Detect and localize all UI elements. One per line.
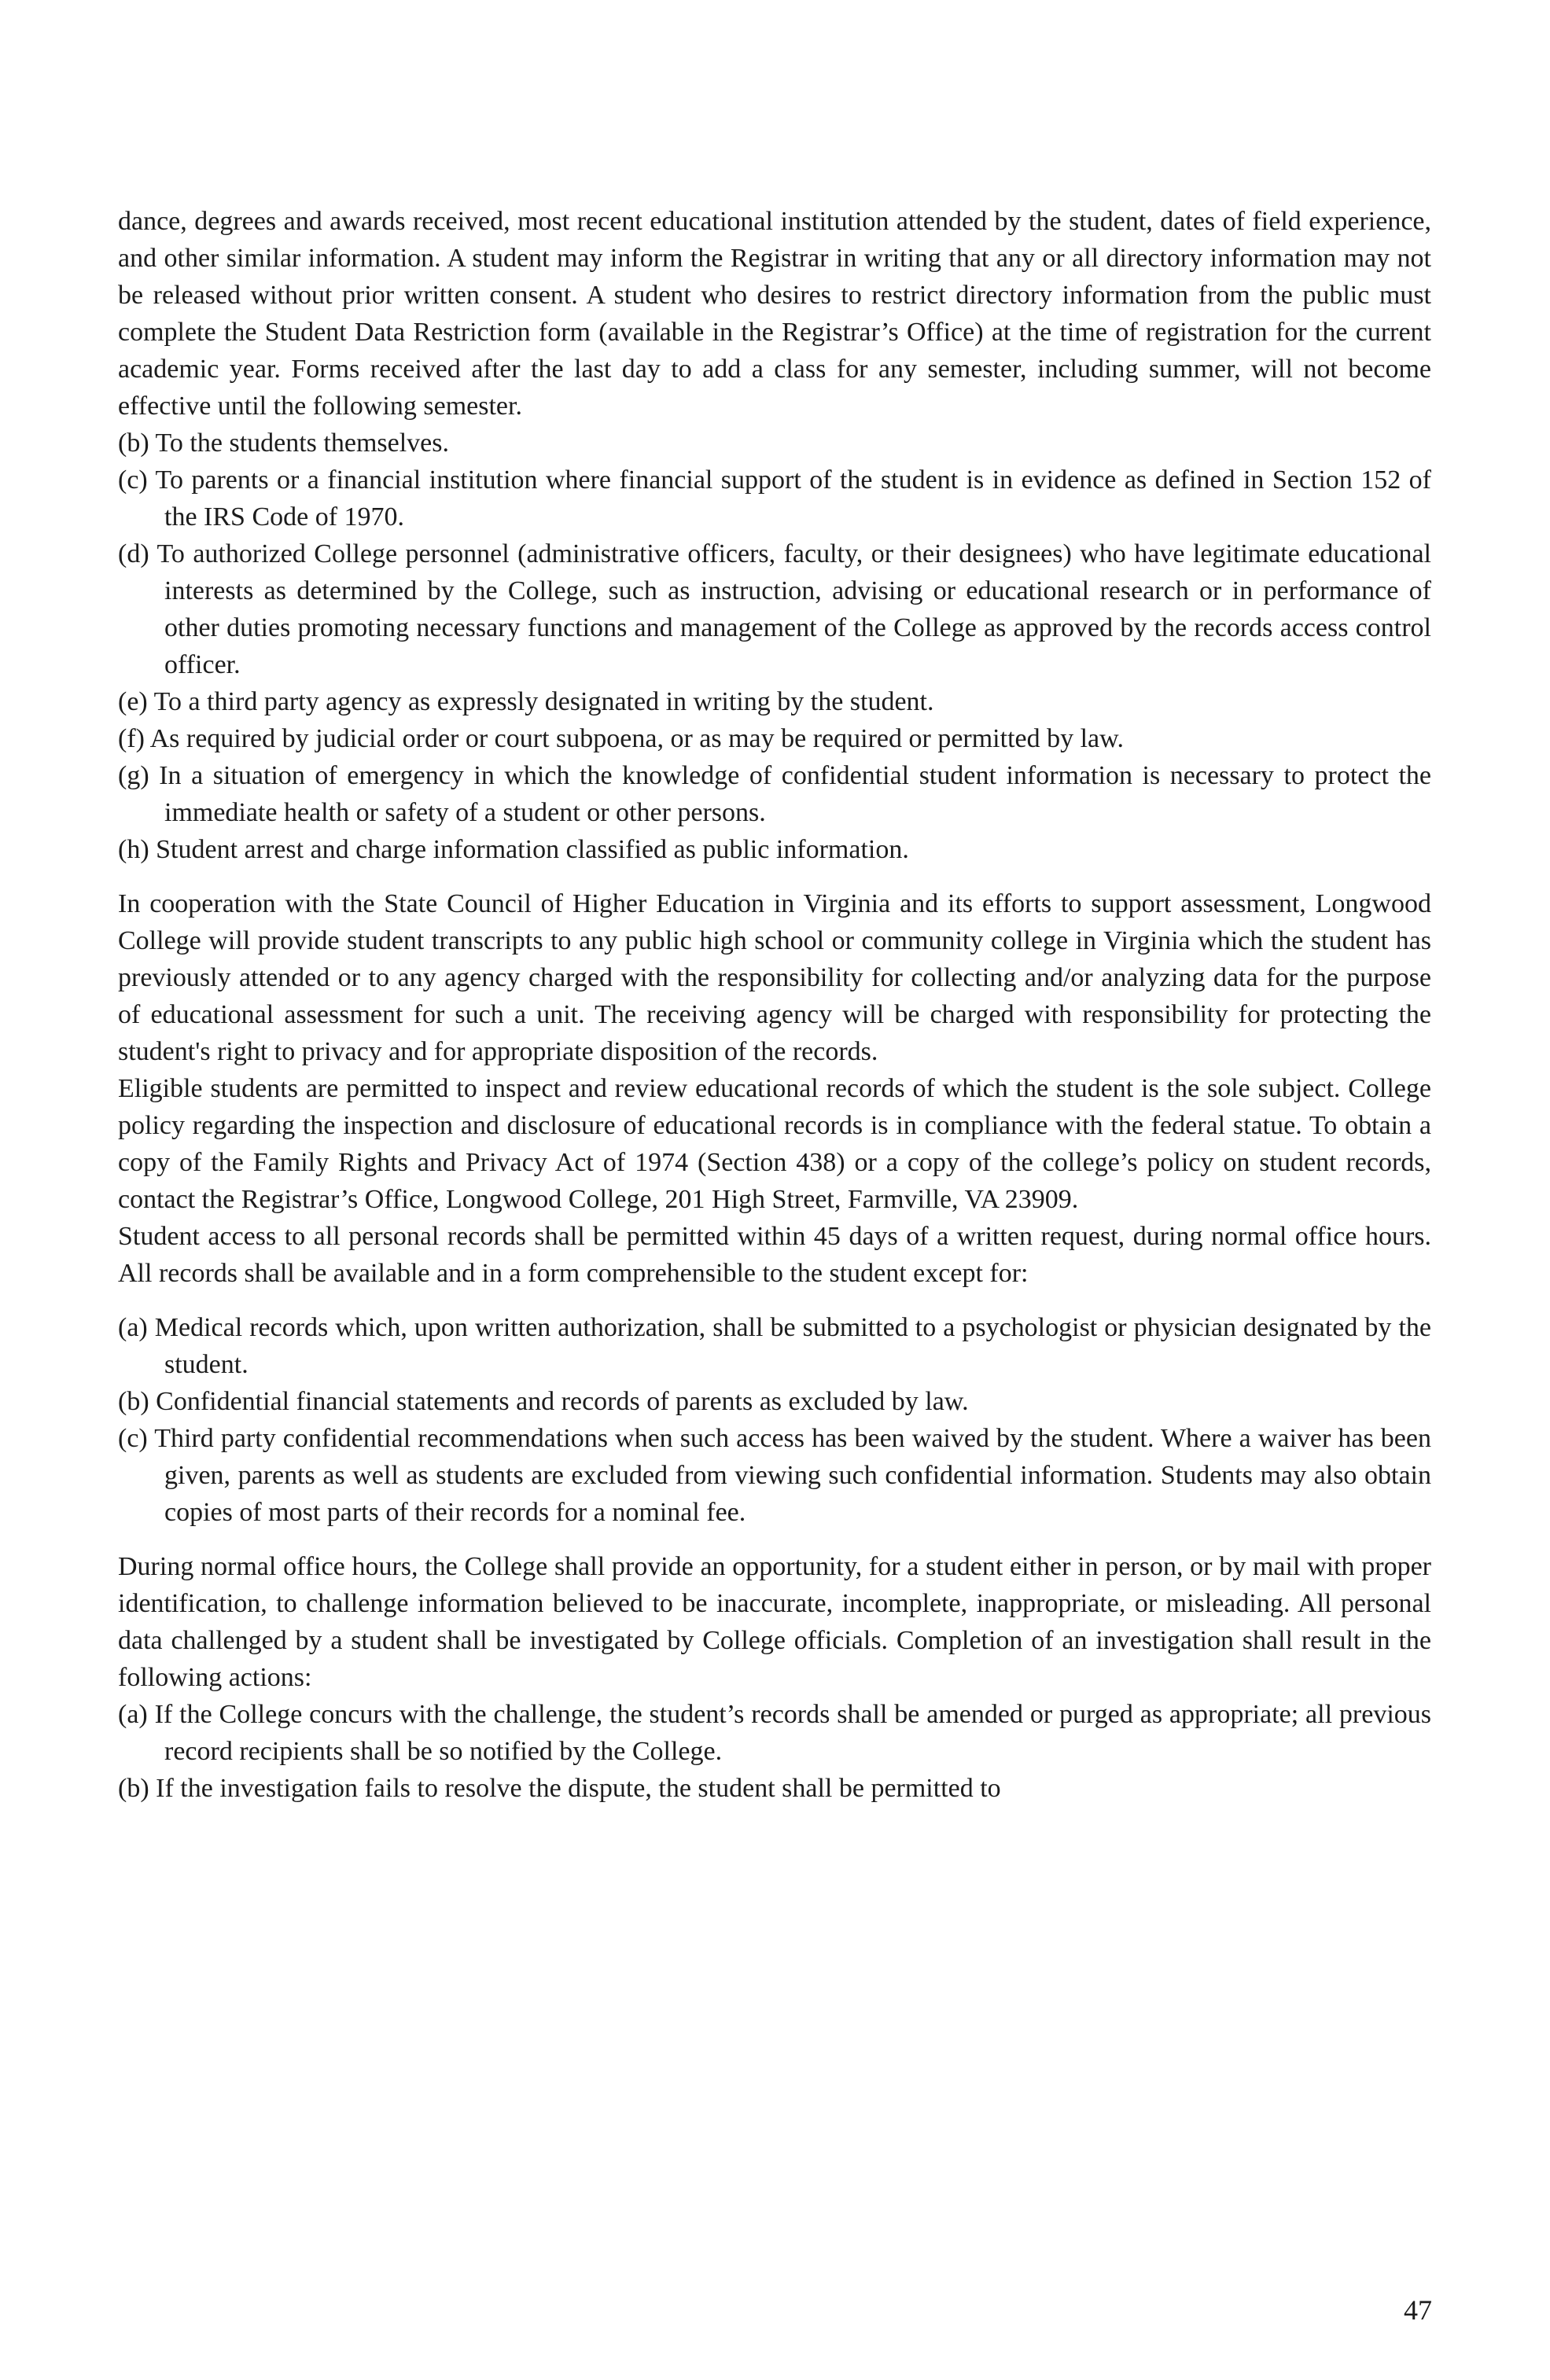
exception-list xyxy=(118,1309,1431,1531)
action-list xyxy=(118,1696,1431,1807)
list-item: (f) As required by judicial order or court subpoena, or as may be required or permitted by law. xyxy=(118,724,1124,753)
page-number: 47 xyxy=(1404,2294,1432,2326)
access-paragraph: Student access to all personal records shall be permitted within 45 days of a written request, during normal office hours. All records shall be available and in a form comprehensible to the student except for: xyxy=(118,1222,1431,1288)
list-item: (b) To the students themselves. xyxy=(118,429,449,458)
list-item: (h) Student arrest and charge information classified as public information. xyxy=(118,835,909,864)
inspection-paragraph: Eligible students are permitted to inspect and review educational records of which the student is the sole subject. College policy regarding the inspection and disclosure of educational records is in compliance with the federal statue. To obtain a copy of the Family Rights and Privacy Act of 1974 (Section 438) or a copy of the college’s policy on student records, contact the Registrar’s Office, Longwood College, 201 High Street, Farmville, VA 23909. xyxy=(118,1074,1431,1214)
intro-paragraph: dance, degrees and awards received, most recent educational institution attended by the student, dates of field experience, and other similar information. A student may inform the Registrar in writing that any or all directory information may not be released without prior written consent. A student who desires to restrict directory information from the public must complete the Student Data Restriction form (available in the Registrar’s Office) at the time of registration for the current academic year. Forms received after the last day to add a class for any semester, including summer, will not become effective until the following semester. xyxy=(118,207,1431,421)
disclosure-list xyxy=(118,425,1431,868)
assessment-paragraph: In cooperation with the State Council of Higher Education in Virginia and its efforts to support assessment, Longwood College will provide student transcripts to any public high school or community college in Virginia which the student has previously attended or to any agency charged with the responsibility for collecting and/or analyzing data for the purpose of educational assessment for such a unit. The receiving agency will be charged with responsibility for protecting the student's right to privacy and for appropriate disposition of the records. xyxy=(118,889,1431,1066)
challenge-paragraph: During normal office hours, the College shall provide an opportunity, for a student either in person, or by mail with proper identification, to challenge information believed to be inaccurate, incomplete, inappropriate, or misleading. All personal data challenged by a student shall be investigated by College officials. Completion of an investigation shall result in the following actions: xyxy=(118,1552,1431,1692)
list-item: (b) If the investigation fails to resolve the dispute, the student shall be permitted to xyxy=(118,1774,1001,1803)
list-item: (d) To authorized College personnel (administrative officers, faculty, or their designees) who have legitimate educational interests as determined by the College, such as instruction, advising or educational research or in performance of other duties promoting necessary functions and management of the College as approved by the records access control officer. xyxy=(118,539,1431,679)
body-text xyxy=(118,203,1431,1807)
list-item: (a) If the College concurs with the challenge, the student’s records shall be amended or purged as appropriate; all previous record recipients shall be so notified by the College. xyxy=(118,1700,1431,1766)
list-item: (c) To parents or a financial institution where financial support of the student is in evidence as defined in Section 152 of the IRS Code of 1970. xyxy=(118,465,1431,532)
list-item: (c) Third party confidential recommendations when such access has been waived by the student. Where a waiver has been given, parents as well as students are excluded from viewing such confidential information. Students may also obtain copies of most parts of their records for a nominal fee. xyxy=(118,1424,1431,1527)
list-item: (b) Confidential financial statements and records of parents as excluded by law. xyxy=(118,1387,969,1416)
list-item: (e) To a third party agency as expressly designated in writing by the student. xyxy=(118,687,934,716)
list-item: (g) In a situation of emergency in which the knowledge of confidential student information is necessary to protect the immediate health or safety of a student or other persons. xyxy=(118,761,1431,827)
list-item: (a) Medical records which, upon written authorization, shall be submitted to a psychologist or physician designated by the student. xyxy=(118,1313,1431,1379)
